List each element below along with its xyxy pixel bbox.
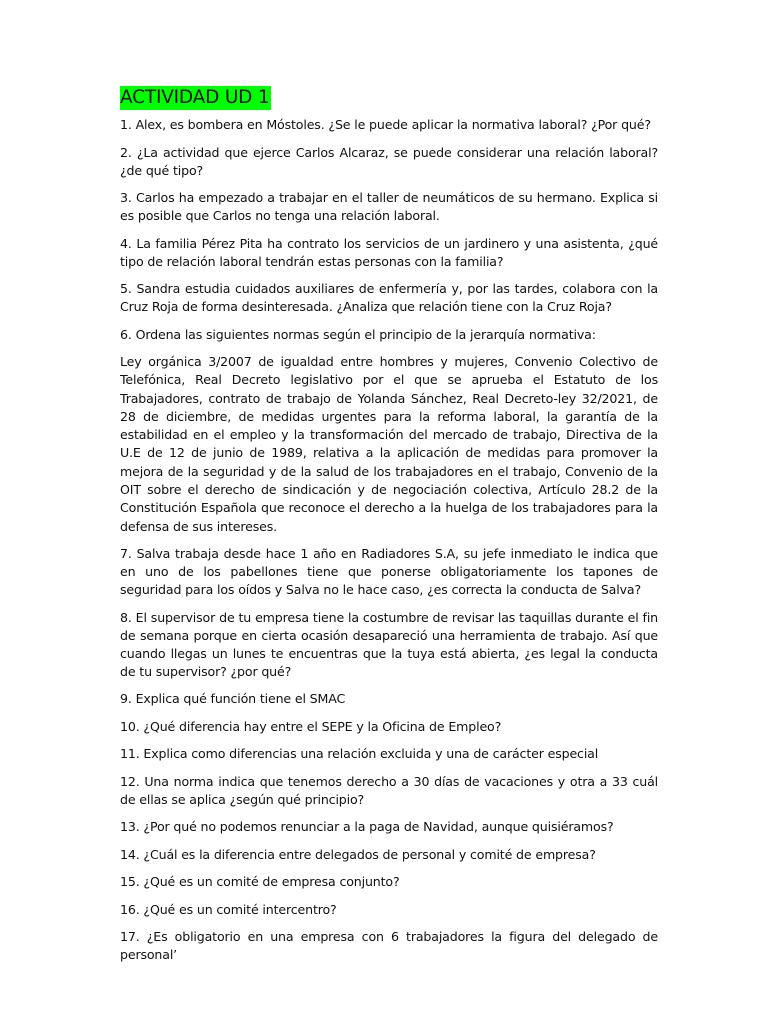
norms-list-paragraph: Ley orgánica 3/2007 de igualdad entre hombres y mujeres, Convenio Colectivo de Telefónica, Real Decreto legislativo por el que se aprueba el Estatuto de los Trabajadores, contrato de trabajo de Yolanda Sánchez, Real Decreto-ley 32/2021, de 28 de diciembre, de medidas urgentes para la reforma laboral, la garantía de la estabilidad en el empleo y la transformación del mercado de trabajo, Directiva de la U.E de 12 de junio de 1989, relativa a la aplicación de medidas para promover la mejora de la seguridad y de la salud de los trabajadores en el trabajo, Convenio de la OIT sobre el derecho de sindicación y de negociación colectiva, Artículo 28.2 de la Constitución Española que reconoce el derecho a la huelga de los trabajadores para la defensa de sus intereses.	[120, 354, 658, 534]
question-8: 8. El supervisor de tu empresa tiene la costumbre de revisar las taquillas durante el fin de semana porque en cierta ocasión desapareció una herramienta de trabajo. Así que cuando llegas un lunes te encuentras que la tuya está abierta, ¿es legal la conducta de tu supervisor? ¿por qué?	[120, 609, 658, 679]
question-9: 9. Explica qué función tiene el SMAC	[120, 691, 346, 707]
question-7: 7. Salva trabaja desde hace 1 año en Radiadores S.A, su jefe inmediato le indica que en uno de los pabellones tiene que ponerse obligatoriamente los tapones de seguridad para los oídos y Salva no le hace caso, ¿es correcta la conducta de Salva?	[120, 546, 658, 598]
question-3: 3. Carlos ha empezado a trabajar en el taller de neumáticos de su hermano. Explica si es posible que Carlos no tenga una relación laboral.	[120, 190, 658, 223]
question-16: 16. ¿Qué es un comité intercentro?	[120, 901, 337, 917]
question-4: 4. La familia Pérez Pita ha contrato los servicios de un jardinero y una asistenta, ¿qué tipo de relación laboral tendrán estas personas con la familia?	[120, 235, 658, 269]
document-title: ACTIVIDAD UD 1	[120, 87, 270, 108]
question-6: 6. Ordena las siguientes normas según el principio de la jerarquía normativa:	[120, 326, 596, 342]
question-1: 1. Alex, es bombera en Móstoles. ¿Se le puede aplicar la normativa laboral? ¿Por qué?	[120, 117, 651, 132]
question-10: 10. ¿Qué diferencia hay entre el SEPE y la Oficina de Empleo?	[120, 718, 502, 734]
question-2: 2. ¿La actividad que ejerce Carlos Alcaraz, se puede considerar una relación laboral? ¿de qué tipo?	[120, 144, 658, 178]
document-page	[120, 86, 658, 974]
question-14: 14. ¿Cuál es la diferencia entre delegados de personal y comité de empresa?	[120, 846, 596, 862]
question-11: 11. Explica como diferencias una relación excluida y una de carácter especial	[120, 746, 599, 762]
question-15: 15. ¿Qué es un comité de empresa conjunto?	[120, 874, 400, 890]
question-12: 12. Una norma indica que tenemos derecho a 30 días de vacaciones y otra a 33 cuál de ellas se aplica ¿según qué principio?	[120, 773, 658, 807]
question-5: 5. Sandra estudia cuidados auxiliares de enfermería y, por las tardes, colabora con la Cruz Roja de forma desinteresada. ¿Analiza que relación tiene con la Cruz Roja?	[120, 281, 658, 314]
question-13: 13. ¿Por qué no podemos renunciar a la paga de Navidad, aunque quisiéramos?	[120, 819, 614, 835]
question-17: 17. ¿Es obligatorio en una empresa con 6 trabajadores la figura del delegado de personal’	[120, 929, 658, 963]
